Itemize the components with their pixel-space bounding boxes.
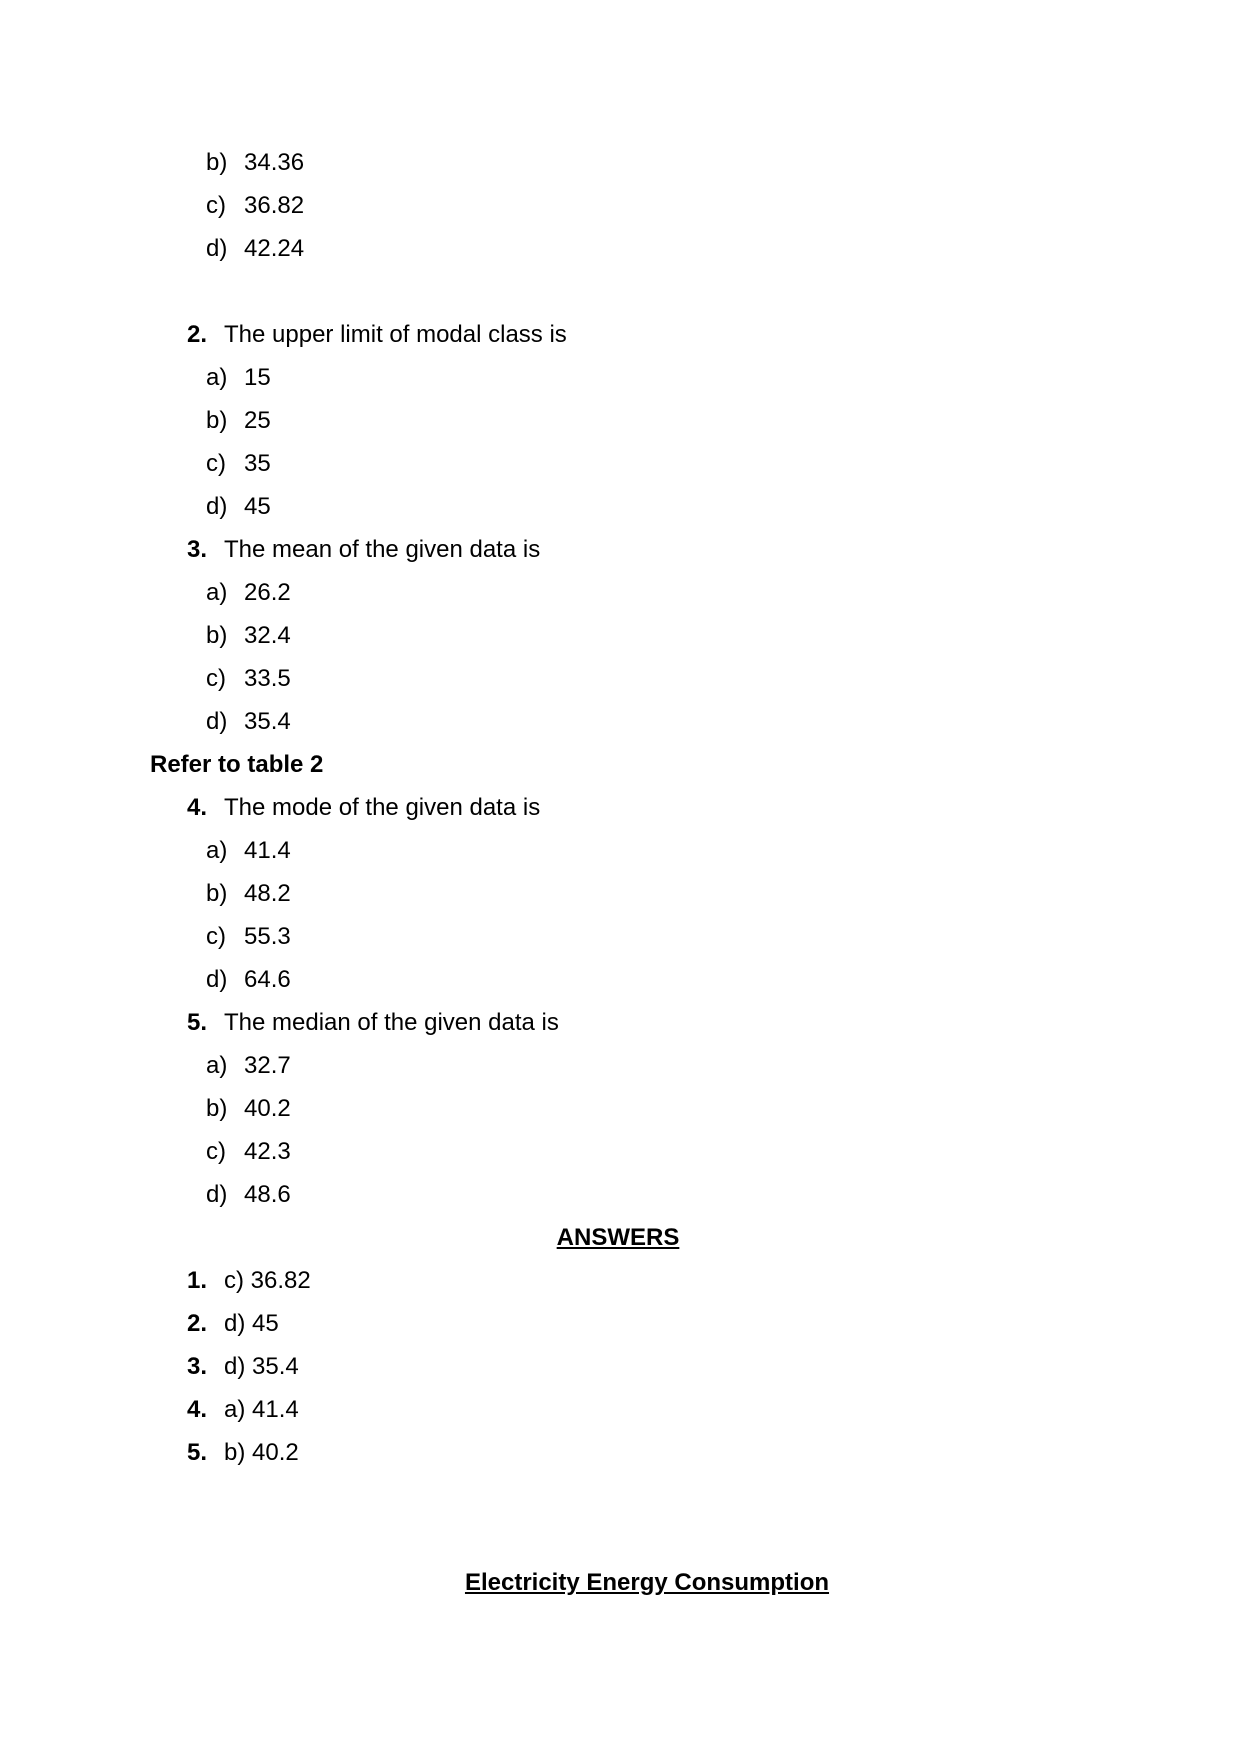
option-label: c) [206, 450, 226, 477]
question-text: The upper limit of modal class is [224, 321, 567, 348]
option-label: d) [206, 966, 228, 993]
q4-option-c [206, 922, 291, 952]
question-5 [187, 1008, 559, 1038]
answer-4 [187, 1395, 299, 1425]
option-label: d) [206, 708, 228, 735]
q1-option-b [206, 148, 304, 178]
q3-option-b [206, 621, 291, 651]
q1-option-d [206, 234, 304, 264]
option-value: 41.4 [244, 837, 291, 864]
q2-option-a [206, 363, 271, 393]
q2-option-d [206, 492, 271, 522]
option-value: 26.2 [244, 579, 291, 606]
option-value: 33.5 [244, 665, 291, 692]
option-label: b) [206, 622, 228, 649]
option-label: d) [206, 1181, 228, 1208]
option-label: a) [206, 579, 228, 606]
option-label: c) [206, 1138, 226, 1165]
option-label: b) [206, 149, 228, 176]
q3-option-a [206, 578, 291, 608]
question-number: 5. [187, 1009, 208, 1036]
option-value: 45 [244, 493, 271, 520]
question-number: 3. [187, 536, 208, 563]
answer-number: 4. [187, 1396, 208, 1423]
option-value: 32.7 [244, 1052, 291, 1079]
q1-option-c [206, 191, 304, 221]
question-text: The mean of the given data is [224, 536, 541, 563]
answer-1 [187, 1266, 311, 1296]
answer-text: a) 41.4 [224, 1396, 299, 1423]
answer-text: d) 35.4 [224, 1353, 299, 1380]
option-value: 64.6 [244, 966, 291, 993]
answer-number: 2. [187, 1310, 208, 1337]
option-value: 34.36 [244, 149, 305, 176]
answer-text: c) 36.82 [224, 1267, 311, 1294]
q3-option-c [206, 664, 291, 694]
option-label: b) [206, 407, 228, 434]
q4-option-a [206, 836, 291, 866]
option-value: 55.3 [244, 923, 291, 950]
section-title: Electricity Energy Consumption [464, 1569, 830, 1596]
option-value: 42.24 [244, 235, 305, 262]
option-value: 35 [244, 450, 271, 477]
q5-option-a [206, 1051, 291, 1081]
question-number: 2. [187, 321, 208, 348]
answers-heading: ANSWERS [556, 1224, 680, 1251]
option-label: d) [206, 493, 228, 520]
option-value: 25 [244, 407, 271, 434]
q2-option-b [206, 406, 271, 436]
option-label: b) [206, 880, 228, 907]
question-text: The mode of the given data is [224, 794, 541, 821]
option-value: 15 [244, 364, 271, 391]
answer-2 [187, 1309, 279, 1339]
option-value: 35.4 [244, 708, 291, 735]
answer-5 [187, 1438, 299, 1468]
answer-number: 1. [187, 1267, 208, 1294]
option-value: 32.4 [244, 622, 291, 649]
q3-option-d [206, 707, 291, 737]
answer-text: b) 40.2 [224, 1439, 299, 1466]
option-label: c) [206, 665, 226, 692]
option-label: d) [206, 235, 228, 262]
option-value: 48.2 [244, 880, 291, 907]
question-4 [187, 793, 540, 823]
q5-option-b [206, 1094, 291, 1124]
option-label: c) [206, 192, 226, 219]
answer-number: 5. [187, 1439, 208, 1466]
option-label: b) [206, 1095, 228, 1122]
q4-option-d [206, 965, 291, 995]
refer-heading: Refer to table 2 [150, 751, 324, 778]
question-3 [187, 535, 540, 565]
option-label: a) [206, 364, 228, 391]
q5-option-d [206, 1180, 291, 1210]
question-number: 4. [187, 794, 208, 821]
q2-option-c [206, 449, 271, 479]
option-label: c) [206, 923, 226, 950]
option-value: 36.82 [244, 192, 305, 219]
answer-3 [187, 1352, 299, 1382]
question-text: The median of the given data is [224, 1009, 559, 1036]
q4-option-b [206, 879, 291, 909]
answer-text: d) 45 [224, 1310, 279, 1337]
option-label: a) [206, 1052, 228, 1079]
option-value: 42.3 [244, 1138, 291, 1165]
answer-number: 3. [187, 1353, 208, 1380]
option-label: a) [206, 837, 228, 864]
question-2 [187, 320, 567, 350]
option-value: 40.2 [244, 1095, 291, 1122]
q5-option-c [206, 1137, 291, 1167]
option-value: 48.6 [244, 1181, 291, 1208]
